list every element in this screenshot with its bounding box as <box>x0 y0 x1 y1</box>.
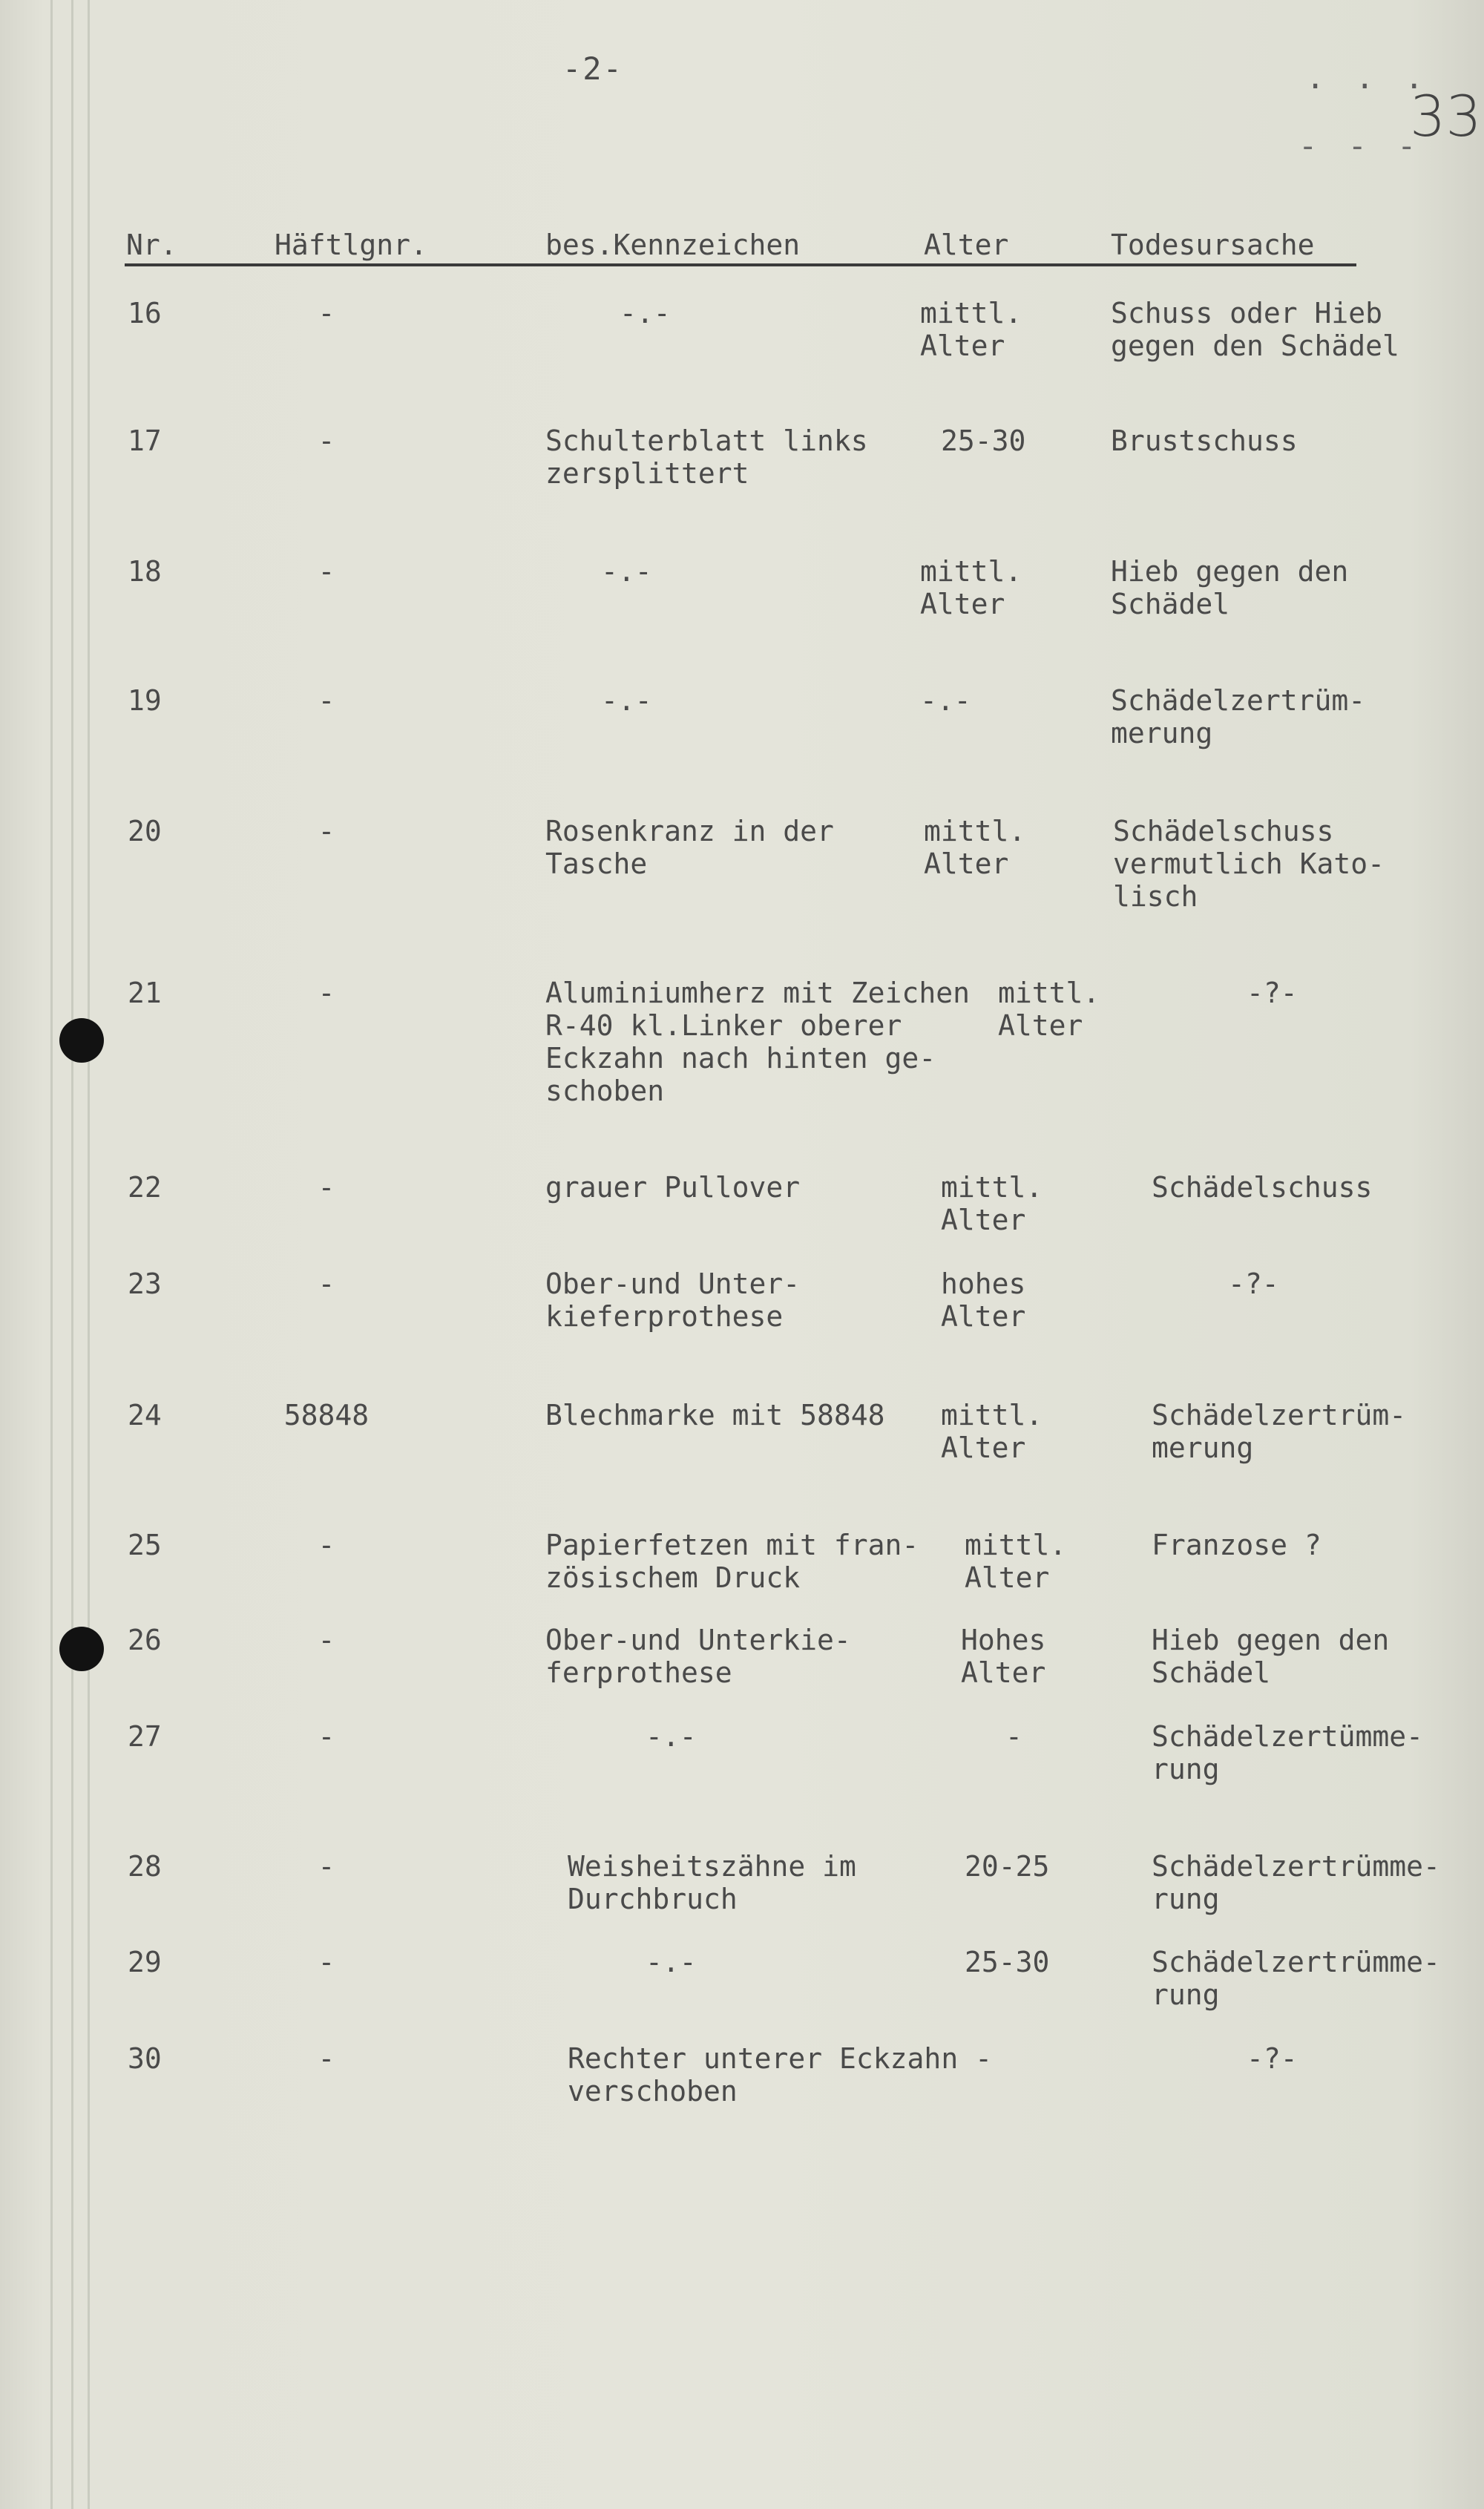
margin-line <box>88 0 90 2509</box>
row-number: 24 <box>128 1399 162 1431</box>
distinguishing-features: Papierfetzen mit fran- zösischem Druck <box>545 1529 919 1594</box>
distinguishing-features: -.- <box>601 684 652 717</box>
cause-of-death: Hieb gegen den Schädel <box>1152 1624 1390 1689</box>
age: mittl. Alter <box>920 555 1022 620</box>
column-header-kennzeichen: bes.Kennzeichen <box>545 229 801 261</box>
punch-hole <box>59 1018 104 1063</box>
row-number: 19 <box>128 684 162 717</box>
punch-hole <box>59 1627 104 1671</box>
cause-of-death: Schuss oder Hieb gegen den Schädel <box>1111 297 1399 362</box>
distinguishing-features: -.- <box>646 1946 697 1978</box>
column-header-nr: Nr. <box>126 229 177 261</box>
cause-of-death: Schädelschuss <box>1152 1171 1373 1204</box>
folio-number: 33 <box>1410 83 1482 149</box>
distinguishing-features: Aluminiumherz mit Zeichen R-40 kl.Linker oberer Eckzahn nach hinten ge- schoben <box>545 977 970 1107</box>
distinguishing-features: -.- <box>620 297 671 329</box>
row-number: 28 <box>128 1850 162 1883</box>
prisoner-number: - <box>318 1850 335 1883</box>
cause-of-death: Schädelschuss vermutlich Kato- lisch <box>1113 815 1385 913</box>
age: Hohes Alter <box>961 1624 1046 1689</box>
margin-line <box>71 0 73 2509</box>
row-number: 27 <box>128 1720 162 1753</box>
cause-of-death: -?- <box>1247 977 1298 1009</box>
row-number: 29 <box>128 1946 162 1978</box>
row-number: 17 <box>128 424 162 457</box>
prisoner-number: - <box>318 977 335 1009</box>
row-number: 26 <box>128 1624 162 1656</box>
age: 20-25 <box>965 1850 1050 1883</box>
distinguishing-features: -.- <box>646 1720 697 1753</box>
age: hohes Alter <box>941 1267 1026 1333</box>
distinguishing-features: Ober-und Unterkie- ferprothese <box>545 1624 851 1689</box>
prisoner-number: - <box>318 1171 335 1204</box>
cause-of-death: Schädelzertrümme- rung <box>1152 1946 1440 2011</box>
row-number: 30 <box>128 2042 162 2075</box>
distinguishing-features: Blechmarke mit 58848 <box>545 1399 885 1431</box>
cause-of-death: -?- <box>1247 2042 1298 2075</box>
row-number: 16 <box>128 297 162 329</box>
age: mittl. Alter <box>941 1399 1043 1464</box>
prisoner-number: - <box>318 684 335 717</box>
prisoner-number: - <box>318 1946 335 1978</box>
distinguishing-features: Rosenkranz in der Tasche <box>545 815 834 880</box>
row-number: 21 <box>128 977 162 1009</box>
page-dots: . . . <box>1306 59 1430 96</box>
column-header-todesursache: Todesursache <box>1111 229 1315 261</box>
distinguishing-features: Ober-und Unter- kieferprothese <box>545 1267 801 1333</box>
prisoner-number: - <box>318 1624 335 1656</box>
prisoner-number: - <box>318 297 335 329</box>
cause-of-death: Schädelzertrümme- rung <box>1152 1850 1440 1915</box>
prisoner-number: - <box>318 815 335 847</box>
cause-of-death: Schädelzertrüm- merung <box>1152 1399 1407 1464</box>
age: 25-30 <box>965 1946 1050 1978</box>
row-number: 18 <box>128 555 162 588</box>
distinguishing-features: -.- <box>601 555 652 588</box>
cause-of-death: Franzose ? <box>1152 1529 1322 1561</box>
cause-of-death: -?- <box>1228 1267 1279 1300</box>
age: -.- <box>920 684 971 717</box>
distinguishing-features: Rechter unterer Eckzahn - verschoben <box>568 2042 992 2108</box>
row-number: 25 <box>128 1529 162 1561</box>
cause-of-death: Hieb gegen den Schädel <box>1111 555 1349 620</box>
distinguishing-features: grauer Pullover <box>545 1171 801 1204</box>
age: mittl. Alter <box>965 1529 1067 1594</box>
age: mittl. Alter <box>998 977 1100 1042</box>
cause-of-death: Schädelzertrüm- merung <box>1111 684 1366 750</box>
prisoner-number: - <box>318 555 335 588</box>
age: mittl. Alter <box>920 297 1022 362</box>
page-mark: - - - <box>1298 128 1422 164</box>
distinguishing-features: Weisheitszähne im Durchbruch <box>568 1850 856 1915</box>
age: - <box>1005 1720 1022 1753</box>
row-number: 22 <box>128 1171 162 1204</box>
margin-line <box>50 0 53 2509</box>
prisoner-number: - <box>318 1720 335 1753</box>
column-header-haeftlgnr: Häftlgnr. <box>275 229 427 261</box>
prisoner-number: - <box>318 1267 335 1300</box>
age: mittl. Alter <box>924 815 1026 880</box>
prisoner-number: - <box>318 2042 335 2075</box>
distinguishing-features: Schulterblatt links zersplittert <box>545 424 868 490</box>
prisoner-number: - <box>318 424 335 457</box>
cause-of-death: Schädelzertümme- rung <box>1152 1720 1424 1785</box>
cause-of-death: Brustschuss <box>1111 424 1298 457</box>
page-marker: -2- <box>562 50 623 87</box>
column-header-alter: Alter <box>924 229 1009 261</box>
header-rule <box>125 263 1356 266</box>
prisoner-number: 58848 <box>283 1399 370 1431</box>
age: 25-30 <box>941 424 1026 457</box>
row-number: 23 <box>128 1267 162 1300</box>
prisoner-number: - <box>318 1529 335 1561</box>
row-number: 20 <box>128 815 162 847</box>
age: mittl. Alter <box>941 1171 1043 1236</box>
